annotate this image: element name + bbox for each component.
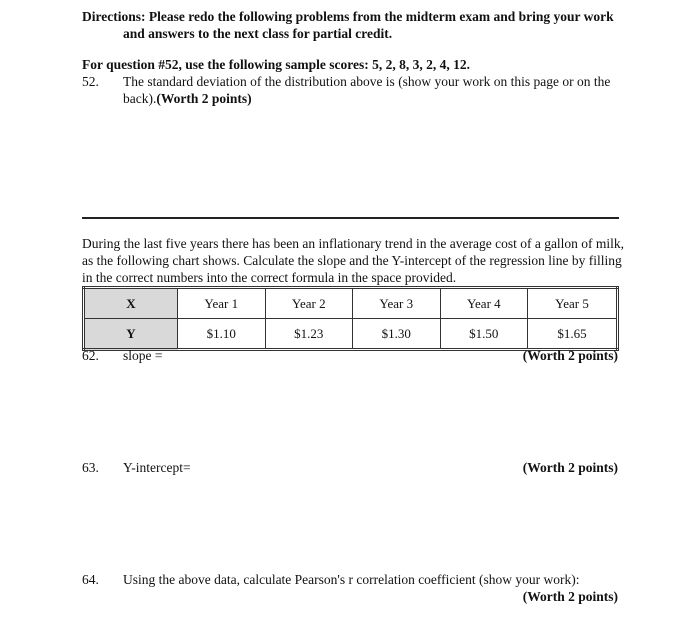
table-row-x	[84, 288, 618, 319]
y-cell: $1.10	[178, 319, 266, 350]
q63-label: Y-intercept=	[123, 460, 191, 475]
q52-line2: back).(Worth 2 points)	[123, 91, 252, 106]
q64-points: (Worth 2 points)	[522, 589, 618, 604]
divider	[82, 217, 619, 219]
x-cell: Year 2	[265, 288, 353, 319]
milk-line2: as the following chart shows. Calculate the slope and the Y-intercept of the regression line by filling	[82, 253, 622, 268]
y-cell: $1.23	[265, 319, 353, 350]
y-cell: $1.50	[440, 319, 528, 350]
y-cell: $1.65	[528, 319, 618, 350]
q63-points: (Worth 2 points)	[522, 460, 618, 475]
q64-label: Using the above data, calculate Pearson's r correlation coefficient (show your work):	[123, 572, 580, 587]
q62-number: 62.	[82, 348, 99, 363]
x-header: X	[84, 288, 178, 319]
milk-price-table	[82, 286, 619, 351]
x-cell: Year 5	[528, 288, 618, 319]
directions-line1: Directions: Please redo the following problems from the midterm exam and bring your work	[82, 9, 614, 24]
q52-intro: For question #52, use the following sample scores: 5, 2, 8, 3, 2, 4, 12.	[82, 57, 470, 72]
table-row-y	[84, 319, 618, 350]
y-header: Y	[84, 319, 178, 350]
milk-line1: During the last five years there has been an inflationary trend in the average cost of a gallon of milk,	[82, 236, 625, 251]
milk-line3: in the correct numbers into the correct formula in the space provided.	[82, 270, 457, 285]
directions-line2: and answers to the next class for partial credit.	[123, 26, 393, 41]
y-cell: $1.30	[353, 319, 441, 350]
x-cell: Year 3	[353, 288, 441, 319]
x-cell: Year 1	[178, 288, 266, 319]
q63-number: 63.	[82, 460, 99, 475]
q52-number: 52.	[82, 74, 99, 89]
q64-number: 64.	[82, 572, 99, 587]
x-cell: Year 4	[440, 288, 528, 319]
q62-label: slope =	[123, 348, 163, 363]
q52-line1: The standard deviation of the distribution above is (show your work on this page or on the	[123, 74, 611, 89]
q62-points: (Worth 2 points)	[522, 348, 618, 363]
